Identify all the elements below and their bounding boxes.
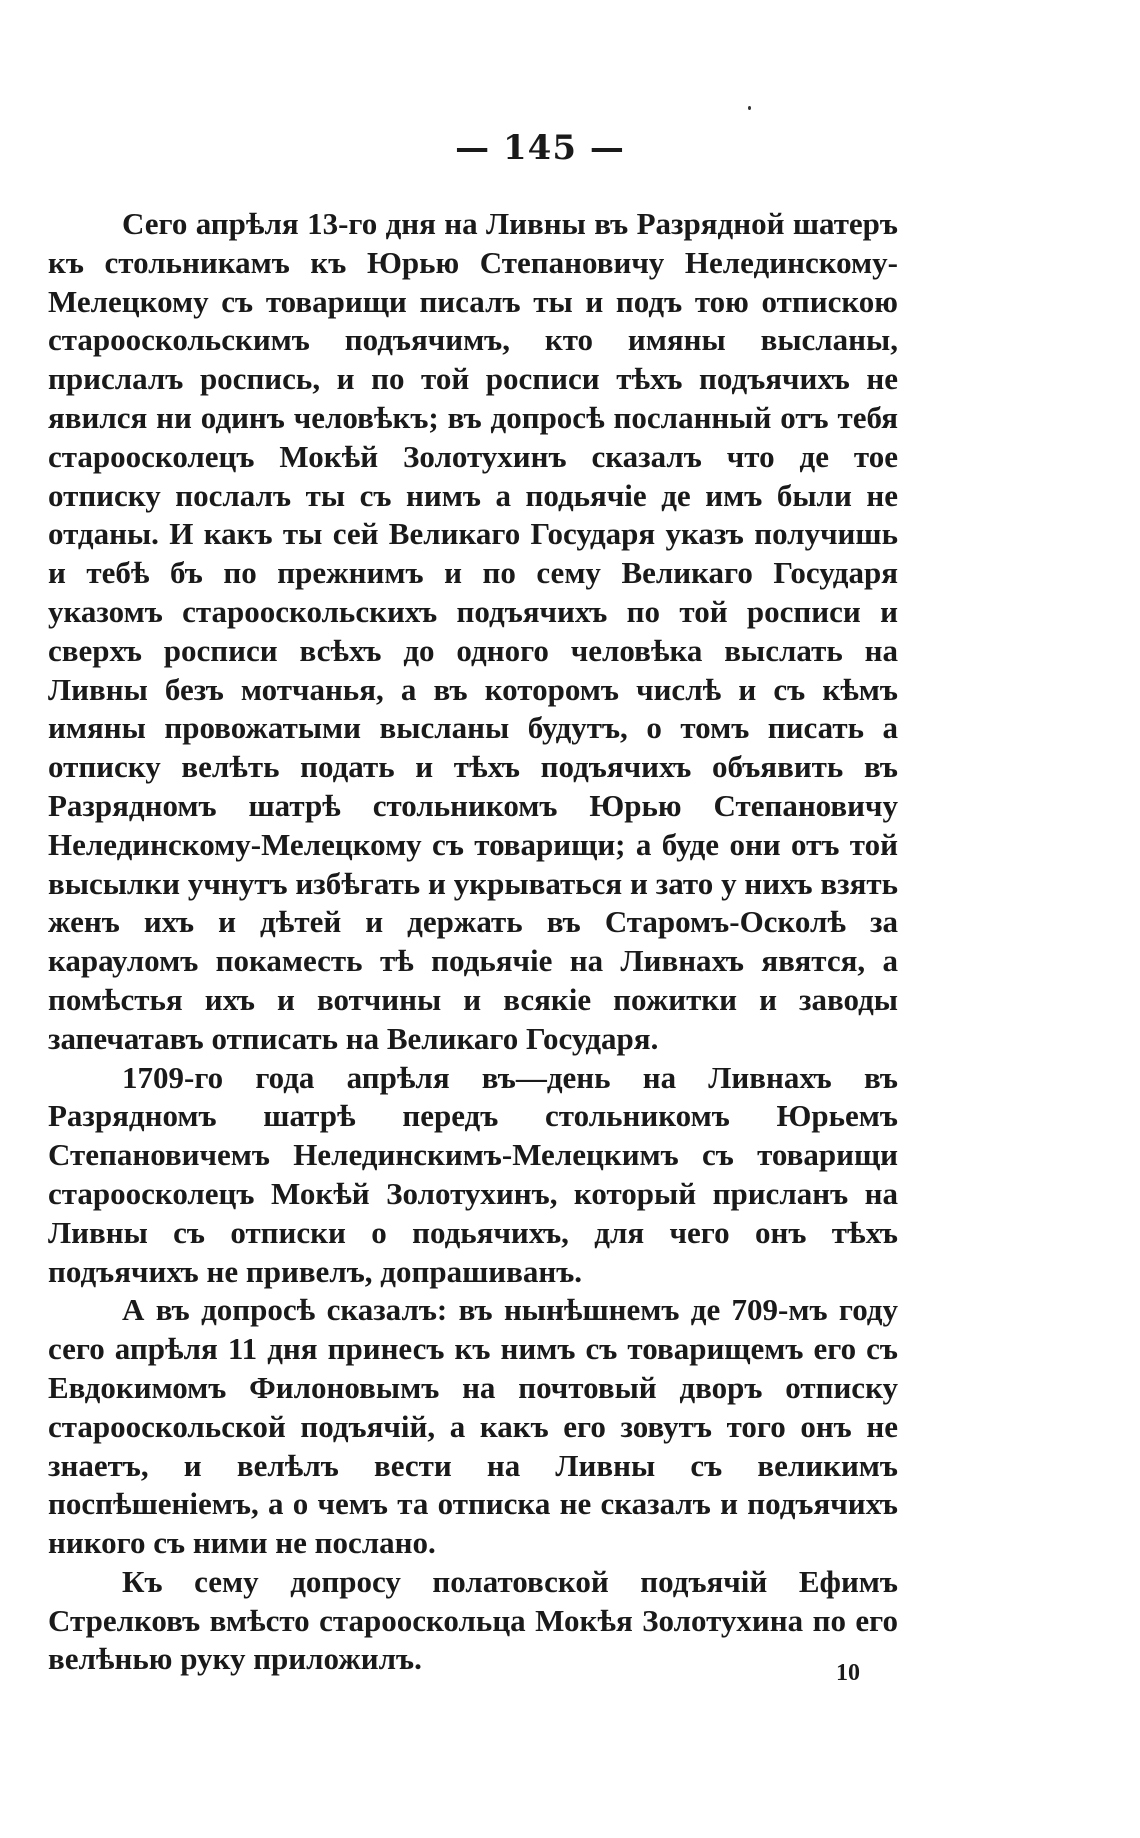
paragraph-decree: Сего апрѣля 13-го дня на Ливны въ Разрядной шатеръ къ стольникамъ къ Юрью Степановичу Нелединскому-Мелецкому съ товарищи писалъ ты и подъ тою отпискою старооскольскимъ подъячимъ, кто имяны высланы, прислалъ роспись, и по той росписи тѣхъ подъячихъ не явился ни одинъ человѣкъ; въ допросѣ посланный отъ тебя староосколецъ Мокѣй Золотухинъ сказалъ что де тое отписку послалъ ты съ нимъ а подьячіе де имъ были не отданы. И какъ ты сей Великаго Государя указъ получишь и тебѣ бъ по прежнимъ и по сему Великаго Государя указомъ старооскольскихъ подъячихъ по той росписи и сверхъ росписи всѣхъ до одного человѣка выслать на Ливны безъ мотчанья, а въ которомъ числѣ и съ кѣмъ имяны провожатыми высланы будутъ, о томъ писать а отписку велѣть подать и тѣхъ подъячихъ объявить въ Разрядномъ шатрѣ стольникомъ Юрью Степановичу Нелединскому-Мелецкому съ товарищи; а буде они отъ той высылки учнутъ избѣгать и укрываться и зато у нихъ взять женъ ихъ и дѣтей и держать въ Старомъ-Осколѣ за карауломъ покаместь тѣ подьячіе на Ливнахъ явятся, а помѣстья ихъ и вотчины и всякіе пожитки и заводы запечатавъ отписать на Великаго Государя. <box>48 206 898 1056</box>
paragraph-testimony: А въ допросѣ сказалъ: въ нынѣшнемъ де 709-мъ году сего апрѣля 11 дня принесъ къ нимъ съ товарищемъ его съ Евдокимомъ Филоновымъ на почтовый дворъ отписку старооскольской подъячій, а какъ его зовутъ того онъ не знаетъ, и велѣлъ вести на Ливны съ великимъ поспѣшеніемъ, а о чемъ та отписка не сказалъ и подъячихъ никого съ ними не послано. <box>48 1292 898 1561</box>
paragraph-interrogation-intro: 1709-го года апрѣля въ—день на Ливнахъ въ Разрядномъ шатрѣ передъ стольникомъ Юрьемъ Степановичемъ Нелединскимъ-Мелецкимъ съ товарищи староосколецъ Мокѣй Золотухинъ, который присланъ на Ливны съ отписки о подьячихъ, для чего онъ тѣхъ подъячихъ не привелъ, допрашиванъ. <box>48 1059 898 1289</box>
document-body <box>48 205 898 1679</box>
printer-signature-mark: 10 <box>836 1660 860 1686</box>
page-number: — 145 — <box>455 128 625 168</box>
print-speck <box>748 106 751 110</box>
paragraph-signature-note: Къ сему допросу полатовской подъячій Ефимъ Стрелковъ вмѣсто старооскольца Мокѣя Золотухина по его велѣнью руку приложилъ. <box>48 1563 898 1677</box>
